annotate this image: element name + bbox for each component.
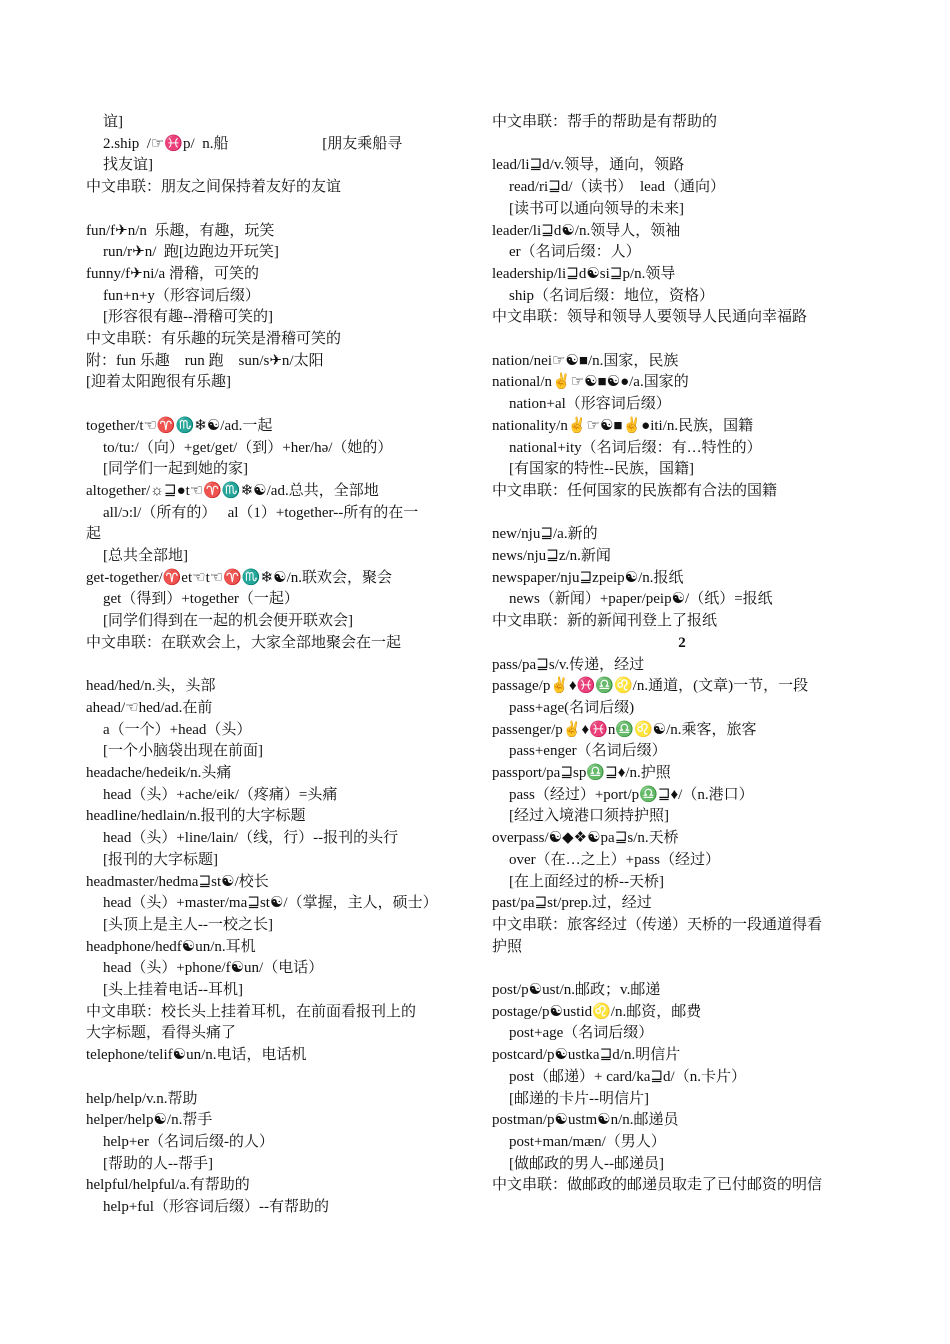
text-line: [在上面经过的桥--天桥]	[509, 873, 664, 890]
text-line: 中文串联：有乐趣的玩笑是滑稽可笑的	[86, 331, 342, 348]
blank-line	[86, 199, 466, 221]
text-line: [头顶上是主人--一校之长]	[103, 916, 273, 933]
text-line: all/ɔ:l/（所有的） al（1）+together--所有的在一	[103, 504, 419, 521]
text-line: news（新闻）+paper/peip☯/（纸）=报纸	[509, 591, 773, 608]
text-line: passage/p✌♦♓♎♌/n.通道，(文章)一节，一段	[492, 678, 809, 695]
text-line: [有国家的特性--民族，国籍]	[509, 461, 694, 478]
text-line: postman/p☯ustm☯n/n.邮递员	[492, 1112, 679, 1129]
text-line: altogether/☼⊒●t☜♈♏❄☯/ad.总共，全部地	[86, 482, 379, 499]
blank-line	[492, 134, 872, 156]
text-line: head（头）+phone/f☯un/（电话）	[103, 960, 324, 977]
blank-line	[86, 394, 466, 416]
text-line: head（头）+line/lain/（线，行）--报刊的头行	[103, 830, 399, 847]
text-line: leader/li⊒d☯/n.领导人，领袖	[492, 222, 681, 239]
text-line: 中文串联：任何国家的民族都有合法的国籍	[492, 482, 778, 499]
text-line: [一个小脑袋出现在前面]	[103, 743, 263, 760]
blank-line	[492, 329, 872, 351]
text-line: ahead/☜hed/ad.在前	[86, 699, 213, 716]
text-line: a（一个）+head（头）	[103, 721, 252, 738]
text-line: ship（名词后缀：地位，资格）	[509, 287, 715, 304]
text-line: 找友谊]	[103, 157, 153, 174]
text-line: 谊]	[103, 114, 123, 130]
text-line: 护照	[492, 938, 523, 955]
text-line: [形容很有趣--滑稽可笑的]	[103, 309, 273, 326]
text-line: [邮递的卡片--明信片]	[509, 1090, 649, 1107]
text-line: get（得到）+together（一起）	[103, 591, 299, 608]
text-line: head（头）+master/ma⊒st☯/（掌握，主人，硕士）	[103, 895, 438, 912]
text-line: fun+n+y（形容词后缀）	[103, 287, 260, 304]
text-line: past/pa⊒st/prep.过，经过	[492, 895, 652, 912]
text-line: headline/hedlain/n.报刊的大字标题	[86, 808, 306, 825]
text-line: [迎着太阳跑很有乐趣]	[86, 374, 231, 391]
page-number: 2	[678, 634, 686, 651]
blank-line	[86, 1067, 466, 1089]
text-line: 中文串联：校长头上挂着耳机，在前面看报刊上的	[86, 1003, 417, 1020]
text-line: leadership/li⊒d☯si⊒p/n.领导	[492, 265, 676, 282]
text-line: 中文串联：帮手的帮助是有帮助的	[492, 114, 718, 130]
text-line: 2.ship /☞♓p/ n.船 [朋友乘船寻	[103, 135, 403, 152]
text-line: newspaper/nju⊒zpeip☯/n.报纸	[492, 569, 684, 586]
text-line: pass（经过）+port/p♎⊒♦/（n.港口）	[509, 786, 754, 803]
text-line: passenger/p✌♦♓n♎♌☯/n.乘客，旅客	[492, 721, 757, 738]
text-line: headphone/hedf☯un/n.耳机	[86, 938, 256, 955]
text-line: pass/pa⊒s/v.传递，经过	[492, 656, 645, 673]
text-line: national+ity（名词后缀：有…特性的）	[509, 439, 762, 456]
text-line: er（名词后缀：人）	[509, 244, 641, 261]
text-line: postage/p☯ustid♌/n.邮资，邮费	[492, 1003, 702, 1020]
text-line: [同学们得到在一起的机会便开联欢会]	[103, 613, 353, 630]
text-line: over（在…之上）+pass（经过）	[509, 851, 720, 868]
text-line: new/nju⊒/a.新的	[492, 526, 598, 543]
text-line: [报刊的大字标题]	[103, 851, 218, 868]
text-line: [总共全部地]	[103, 548, 188, 565]
text-line: postcard/p☯ustka⊒d/n.明信片	[492, 1047, 681, 1064]
text-line: pass+age(名词后缀)	[509, 699, 635, 716]
text-line: headache/hedeik/n.头痛	[86, 765, 232, 782]
text-line: funny/f✈ni/a 滑稽，可笑的	[86, 265, 259, 282]
blank-line	[492, 958, 872, 980]
text-line: help+ful（形容词后缀）--有帮助的	[103, 1199, 329, 1216]
text-line: [读书可以通向领导的未来]	[509, 200, 684, 217]
blank-line	[492, 503, 872, 525]
text-line: post+age（名词后缀）	[509, 1025, 654, 1042]
text-line: nation+al（形容词后缀）	[509, 396, 671, 413]
text-line: 中文串联：领导和领导人要领导人民通向幸福路	[492, 309, 808, 326]
text-line: news/nju⊒z/n.新闻	[492, 548, 611, 565]
text-line: [头上挂着电话--耳机]	[103, 982, 243, 999]
text-line: head/hed/n.头，头部	[86, 678, 216, 695]
text-line: 起	[86, 526, 102, 543]
text-line: [同学们一起到她的家]	[103, 461, 248, 478]
text-line: [做邮政的男人--邮递员]	[509, 1155, 664, 1172]
text-line: post+man/mæn/（男人）	[509, 1133, 666, 1150]
text-line: 中文串联：做邮政的邮递员取走了已付邮资的明信	[492, 1177, 823, 1194]
text-line: head（头）+ache/eik/（疼痛）=头痛	[103, 786, 338, 803]
blank-line	[86, 655, 466, 677]
text-line: run/r✈n/ 跑[边跑边开玩笑]	[103, 244, 279, 261]
text-line: 中文串联：新的新闻刊登上了报纸	[492, 613, 718, 630]
text-line: [帮助的人--帮手]	[103, 1155, 213, 1172]
text-line: lead/li⊒d/v.领导，通向，领路	[492, 157, 685, 174]
text-line: 附：fun 乐趣 run 跑 sun/s✈n/太阳	[86, 352, 324, 369]
text-line: help/help/v.n.帮助	[86, 1090, 198, 1107]
right-column	[492, 112, 872, 1197]
text-line: helper/help☯/n.帮手	[86, 1112, 213, 1129]
text-line: read/ri⊒d/（读书） lead（通向）	[509, 179, 725, 196]
text-line: [经过入境港口须持护照]	[509, 808, 669, 825]
text-line: helpful/helpful/a.有帮助的	[86, 1177, 250, 1194]
text-line: nationality/n✌☞☯■✌●iti/n.民族，国籍	[492, 417, 754, 434]
text-line: 大字标题，看得头痛了	[86, 1025, 237, 1042]
text-line: get-together/♈et☜t☜♈♏❄☯/n.联欢会，聚会	[86, 569, 392, 586]
text-line: 中文串联：朋友之间保持着友好的友谊	[86, 179, 342, 196]
text-line: 中文串联：旅客经过（传递）天桥的一段通道得看	[492, 916, 823, 933]
text-line: overpass/☯◆❖☯pa⊒s/n.天桥	[492, 830, 679, 847]
text-line: post（邮递）+ card/ka⊒d/（n.卡片）	[509, 1068, 746, 1085]
text-line: headmaster/hedma⊒st☯/校长	[86, 873, 269, 890]
text-line: help+er（名词后缀-的人）	[103, 1133, 274, 1150]
text-line: to/tu:/（向）+get/get/（到）+her/hə/（她的）	[103, 439, 393, 456]
text-line: post/p☯ust/n.邮政；v.邮递	[492, 982, 661, 999]
text-line: 中文串联：在联欢会上，大家全部地聚会在一起	[86, 634, 402, 651]
text-line: telephone/telif☯un/n.电话，电话机	[86, 1047, 307, 1064]
text-line: fun/f✈n/n 乐趣，有趣，玩笑	[86, 222, 275, 239]
text-line: pass+enger（名词后缀）	[509, 743, 667, 760]
text-line: nation/nei☞☯■/n.国家，民族	[492, 352, 679, 369]
text-line: together/t☜♈♏❄☯/ad.一起	[86, 417, 273, 434]
left-column	[86, 112, 466, 1219]
text-line: passport/pa⊒sp♎⊒♦/n.护照	[492, 765, 671, 782]
text-line: national/n✌☞☯■☯●/a.国家的	[492, 374, 689, 391]
